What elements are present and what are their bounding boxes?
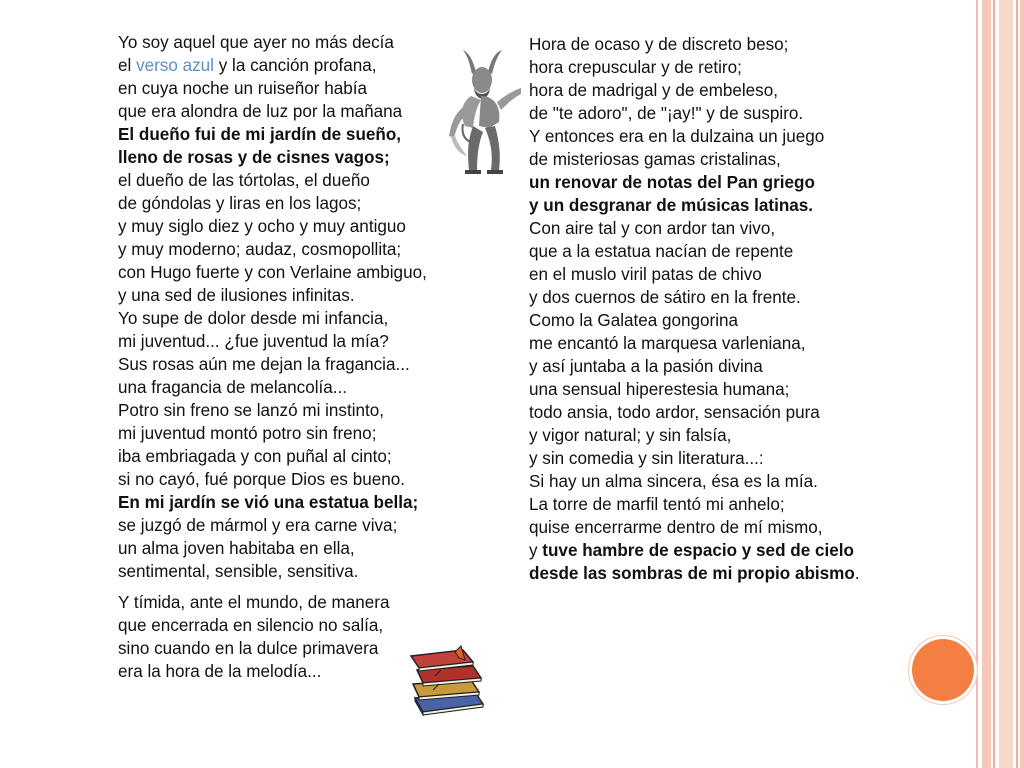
poem-line: que encerrada en silencio no salía,: [118, 616, 384, 635]
poem-line: Si hay un alma sincera, ésa es la mía.: [529, 472, 818, 491]
poem-line: Sus rosas aún me dejan la fragancia...: [118, 355, 410, 374]
poem-line: Yo soy aquel que ayer no más decía: [118, 33, 394, 52]
poem-line: un alma joven habitaba en ella,: [118, 539, 355, 558]
poem-line: Potro sin freno se lanzó mi instinto,: [118, 401, 385, 420]
poem-line: Y entonces era en la dulzaina un juego: [529, 127, 825, 146]
poem-line: La torre de marfil tentó mi anhelo;: [529, 495, 785, 514]
poem-line: todo ansia, todo ardor, sensación pura: [529, 403, 820, 422]
poem-line: y sin comedia y sin literatura...:: [529, 449, 764, 468]
poem-line: sentimental, sensible, sensitiva.: [118, 562, 359, 581]
poem-line: [529, 562, 909, 585]
stripe: [976, 0, 978, 768]
stanza-gap: [118, 583, 518, 591]
poem-line: y así juntaba a la pasión divina: [529, 357, 763, 376]
line-period: .: [854, 564, 860, 583]
poem-line: hora de madrigal y de embeleso,: [529, 81, 778, 100]
verso-azul-link[interactable]: verso azul: [136, 56, 214, 75]
poem-line-bold: y un desgranar de músicas latinas.: [529, 196, 814, 215]
poem-line: de góndolas y liras en los lagos;: [118, 194, 362, 213]
poem-line: quise encerrarme dentro de mí mismo,: [529, 518, 823, 537]
poem-line: en cuya noche un ruiseñor había: [118, 79, 367, 98]
poem-line: y vigor natural; y sin falsía,: [529, 426, 732, 445]
poem-line: el dueño de las tórtolas, el dueño: [118, 171, 370, 190]
poem-line: se juzgó de mármol y era carne viva;: [118, 516, 398, 535]
poem-line: y dos cuernos de sátiro en la frente.: [529, 288, 801, 307]
poem-line: con Hugo fuerte y con Verlaine ambiguo,: [118, 263, 427, 282]
orange-circle-decoration: [912, 639, 974, 701]
line-text-bold: desde las sombras de mi propio abismo: [529, 564, 855, 583]
stack-of-books-illustration: [405, 644, 491, 716]
poem-line: me encantó la marquesa varleniana,: [529, 334, 806, 353]
poem-line-bold: un renovar de notas del Pan griego: [529, 173, 815, 192]
poem-line: y muy moderno; audaz, cosmopollita;: [118, 240, 402, 259]
poem-line: iba embriagada y con puñal al cinto;: [118, 447, 392, 466]
stripe: [999, 0, 1013, 768]
line-prefix: el: [118, 56, 132, 75]
poem-line: de misteriosas gamas cristalinas,: [529, 150, 781, 169]
poem-line: si no cayó, fué porque Dios es bueno.: [118, 470, 405, 489]
poem-line: Yo supe de dolor desde mi infancia,: [118, 309, 389, 328]
poem-line: y muy siglo diez y ocho y muy antiguo: [118, 217, 406, 236]
stripe: [1020, 0, 1024, 768]
stripe: [1016, 0, 1018, 768]
poem-line: que era alondra de luz por la mañana: [118, 102, 403, 121]
line-text: y la canción profana,: [218, 56, 377, 75]
poem-line: una sensual hiperestesia humana;: [529, 380, 790, 399]
poem-line: mi juventud montó potro sin freno;: [118, 424, 377, 443]
poem-right-column: [529, 33, 909, 585]
poem-line: hora crepuscular y de retiro;: [529, 58, 742, 77]
line-prefix: y: [529, 541, 538, 560]
stripe: [982, 0, 991, 768]
line-text-bold: tuve hambre de espacio y sed de cielo: [542, 541, 854, 560]
poem-line: Con aire tal y con ardor tan vivo,: [529, 219, 776, 238]
poem-line: [529, 539, 909, 562]
stripe: [993, 0, 995, 768]
poem-line-bold: En mi jardín se vió una estatua bella;: [118, 493, 419, 512]
poem-line: una fragancia de melancolía...: [118, 378, 348, 397]
satyr-statue-illustration: [443, 50, 523, 175]
poem-line: era la hora de la melodía...: [118, 662, 322, 681]
poem-line: Hora de ocaso y de discreto beso;: [529, 35, 789, 54]
poem-line: Como la Galatea gongorina: [529, 311, 739, 330]
poem-line: mi juventud... ¿fue juventud la mía?: [118, 332, 389, 351]
poem-line: y una sed de ilusiones infinitas.: [118, 286, 355, 305]
poem-line: en el muslo viril patas de chivo: [529, 265, 762, 284]
poem-line: sino cuando en la dulce primavera: [118, 639, 379, 658]
poem-line-bold: El dueño fui de mi jardín de sueño,: [118, 125, 402, 144]
poem-line: que a la estatua nacían de repente: [529, 242, 794, 261]
decorative-border-stripes: [976, 0, 1024, 768]
poem-line: de "te adoro", de "¡ay!" y de suspiro.: [529, 104, 804, 123]
poem-line: Y tímida, ante el mundo, de manera: [118, 593, 390, 612]
poem-line-bold: lleno de rosas y de cisnes vagos;: [118, 148, 390, 167]
